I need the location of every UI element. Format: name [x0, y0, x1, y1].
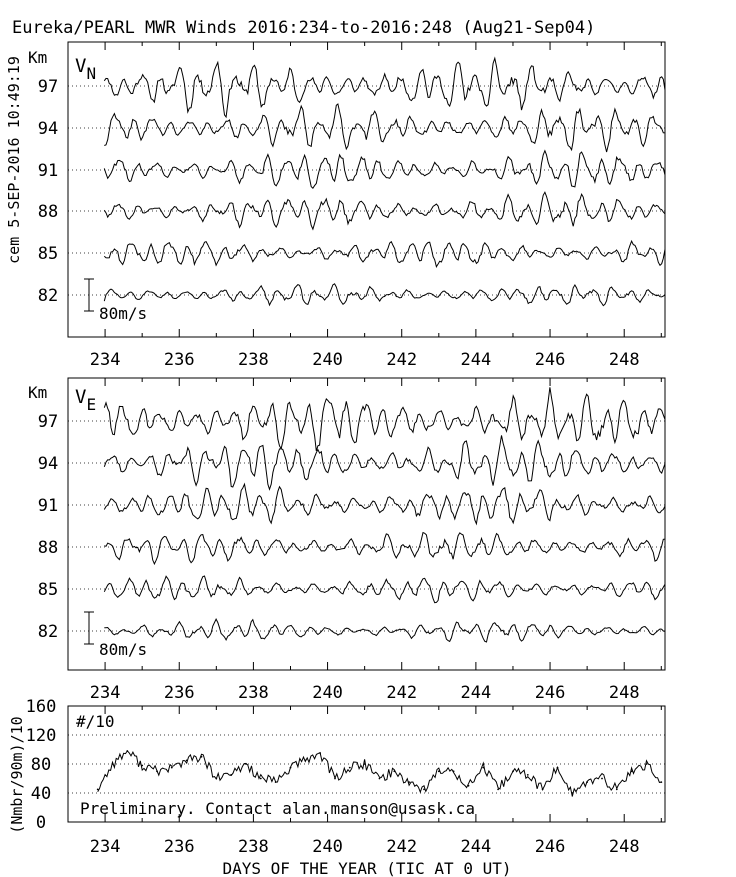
- x-tick-label: 248: [608, 837, 640, 857]
- count-point: [334, 778, 336, 780]
- count-tick-label: 0: [35, 813, 47, 833]
- chart-title: Eureka/PEARL MWR Winds 2016:234-to-2016:248 (Aug21-Sep04): [12, 18, 596, 38]
- x-tick-label: 242: [386, 350, 418, 370]
- vn-component-label: $V_N$: [75, 55, 97, 83]
- x-axis-label: DAYS OF THE YEAR (TIC AT 0 UT): [222, 859, 512, 877]
- height-tick-label: 97: [37, 77, 59, 97]
- count-point: [393, 770, 395, 772]
- x-tick-label: 236: [163, 350, 195, 370]
- contact-note: Preliminary. Contact alan.manson@usask.ca: [80, 799, 475, 818]
- count-point: [171, 767, 173, 769]
- count-panel: [26, 697, 665, 857]
- wind-trace-97km: [104, 58, 665, 117]
- count-point: [660, 781, 662, 783]
- count-point: [319, 752, 321, 754]
- count-point: [527, 774, 529, 776]
- count-point: [156, 770, 158, 772]
- height-tick-label: 91: [37, 161, 59, 181]
- wind-trace-88km: [104, 533, 665, 564]
- count-tick-label: 120: [25, 726, 57, 746]
- count-point: [290, 767, 292, 769]
- count-point: [601, 778, 603, 780]
- wind-trace-85km: [104, 241, 665, 267]
- count-point: [512, 770, 514, 772]
- x-tick-label: 234: [89, 683, 121, 703]
- vn-km-label: Km: [28, 48, 48, 67]
- count-point: [453, 770, 455, 772]
- count-point: [186, 760, 188, 762]
- x-tick-label: 246: [534, 837, 566, 857]
- count-point: [379, 778, 381, 780]
- height-tick-label: 88: [37, 202, 59, 222]
- wind-trace-82km: [104, 619, 665, 642]
- ve-scale-label: 80m/s: [99, 640, 148, 659]
- count-point: [201, 756, 203, 758]
- count-point: [349, 767, 351, 769]
- count-point: [364, 763, 366, 765]
- height-tick-label: 85: [37, 244, 59, 264]
- wind-trace-94km: [104, 435, 665, 489]
- height-tick-label: 94: [37, 454, 59, 474]
- count-point: [646, 763, 648, 765]
- x-tick-label: 242: [386, 837, 418, 857]
- count-point: [230, 774, 232, 776]
- count-point: [542, 789, 544, 791]
- count-point: [438, 770, 440, 772]
- ve-km-label: Km: [28, 383, 48, 402]
- ve-component-label: $V_E$: [75, 386, 97, 414]
- x-tick-label: 248: [608, 350, 640, 370]
- count-point: [497, 789, 499, 791]
- count-point: [408, 781, 410, 783]
- count-y-axis-label: (Nmbr/90m)/10: [8, 716, 26, 834]
- x-tick-label: 244: [460, 350, 492, 370]
- height-tick-label: 82: [37, 286, 59, 306]
- wind-trace-97km: [104, 387, 665, 451]
- height-tick-label: 82: [37, 622, 59, 642]
- count-point: [468, 785, 470, 787]
- x-tick-label: 240: [312, 350, 343, 370]
- x-tick-label: 240: [312, 683, 343, 703]
- height-tick-label: 88: [37, 538, 59, 558]
- count-point: [126, 750, 128, 752]
- x-tick-label: 238: [238, 683, 269, 703]
- count-point: [616, 789, 618, 791]
- count-point: [423, 789, 425, 791]
- height-tick-label: 97: [37, 412, 59, 432]
- count-point: [141, 765, 143, 767]
- count-trace: [98, 751, 662, 797]
- count-point: [275, 781, 277, 783]
- x-tick-label: 244: [460, 837, 492, 857]
- count-point: [557, 767, 559, 769]
- x-tick-label: 240: [312, 837, 343, 857]
- count-point: [245, 763, 247, 765]
- x-tick-label: 246: [534, 350, 566, 370]
- count-point: [97, 789, 99, 791]
- x-tick-label: 238: [238, 837, 269, 857]
- height-tick-label: 94: [37, 119, 59, 139]
- count-tick-label: 160: [25, 697, 57, 717]
- x-tick-label: 242: [386, 683, 418, 703]
- count-point: [631, 770, 633, 772]
- count-point: [571, 792, 573, 794]
- x-tick-label: 238: [238, 350, 269, 370]
- wind-trace-91km: [104, 484, 665, 524]
- count-point: [215, 778, 217, 780]
- timestamp-label: cem 5-SEP-2016 10:49:19: [5, 56, 23, 264]
- x-tick-label: 234: [89, 837, 121, 857]
- x-tick-label: 248: [608, 683, 640, 703]
- wind-trace-91km: [104, 151, 665, 189]
- count-tick-label: 80: [30, 755, 52, 775]
- count-tick-label: 40: [30, 784, 52, 804]
- count-point: [304, 760, 306, 762]
- x-tick-label: 236: [163, 683, 195, 703]
- count-point: [260, 778, 262, 780]
- x-tick-label: 244: [460, 683, 492, 703]
- height-tick-label: 85: [37, 580, 59, 600]
- count-series-label: #/10: [76, 712, 115, 731]
- count-point: [586, 781, 588, 783]
- vn-scale-label: 80m/s: [99, 304, 148, 323]
- count-point: [482, 767, 484, 769]
- ve-panel-frame: [68, 378, 665, 670]
- x-tick-label: 236: [163, 837, 195, 857]
- x-tick-label: 246: [534, 683, 566, 703]
- count-point: [112, 763, 114, 765]
- height-tick-label: 91: [37, 496, 59, 516]
- x-tick-label: 234: [89, 350, 121, 370]
